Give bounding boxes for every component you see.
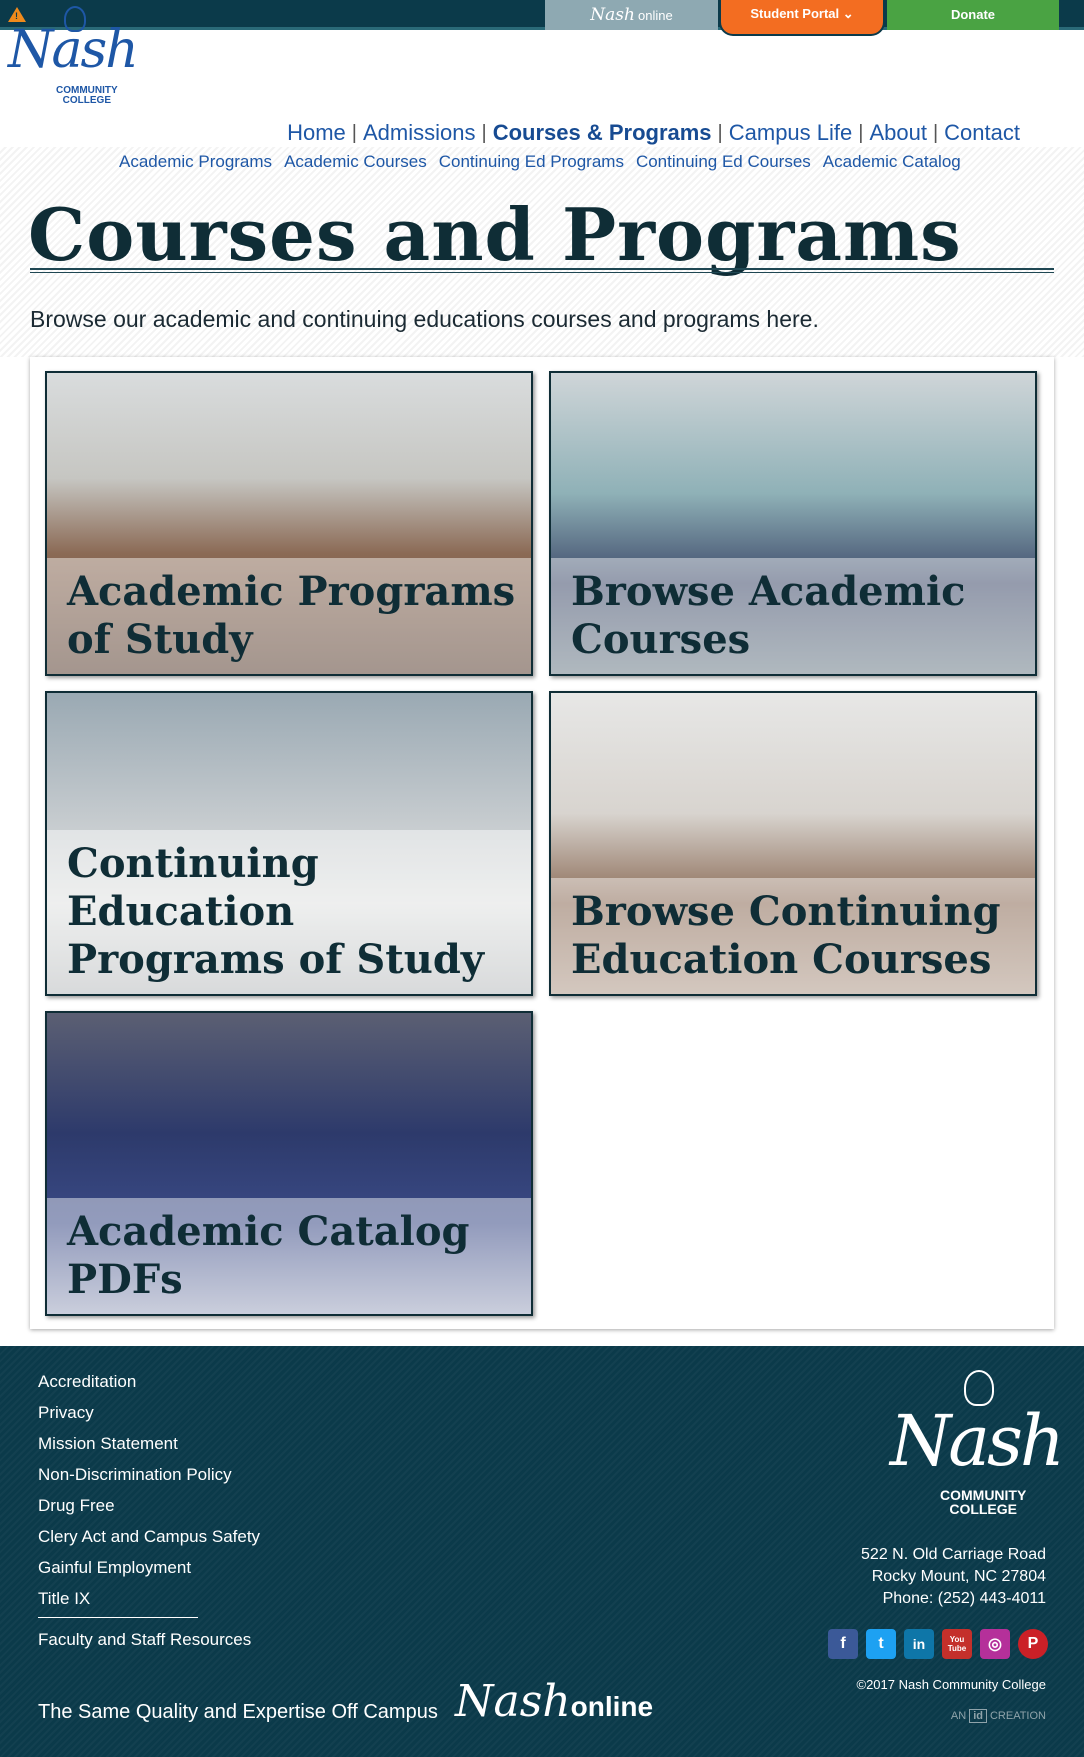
logo-subtitle (56, 86, 118, 106)
footer-link-mission[interactable]: Mission Statement (38, 1434, 178, 1453)
subnav-academic-courses[interactable]: Academic Courses (284, 152, 427, 171)
intro-text: Browse our academic and continuing educations courses and programs here. (30, 306, 819, 332)
subnav-academic-programs[interactable]: Academic Programs (119, 152, 273, 171)
footer-links (38, 1366, 260, 1614)
footer-online-script: Nash (455, 1676, 571, 1727)
alert-warning-icon[interactable]: ! (8, 7, 26, 22)
footer-link-drug-free[interactable]: Drug Free (38, 1496, 115, 1515)
footer-nash-online-logo[interactable] (455, 1676, 653, 1727)
nash-online-link[interactable] (545, 0, 718, 30)
copyright: ©2017 Nash Community College (856, 1677, 1046, 1692)
donate-label: Donate (950, 7, 996, 22)
nash-online-label: online (637, 8, 673, 23)
card-label: Academic Programs of Study (67, 568, 516, 663)
nav-courses-programs[interactable]: Courses & Programs (492, 120, 712, 145)
card-browse-continuing-ed-courses[interactable] (549, 691, 1037, 996)
nash-online-script: Nash (590, 5, 635, 25)
twitter-icon[interactable]: t (866, 1629, 896, 1659)
title-divider (30, 268, 1054, 273)
linkedin-icon[interactable]: in (904, 1629, 934, 1659)
program-cards (30, 357, 1054, 1329)
address-line2: Rocky Mount, NC 27804 (871, 1568, 1046, 1585)
card-browse-academic-courses[interactable] (549, 371, 1037, 676)
card-label: Browse Academic Courses (571, 568, 966, 663)
footer-link-privacy[interactable]: Privacy (38, 1403, 94, 1422)
footer-logo-script: Nash (890, 1400, 1062, 1482)
footer-online-label: online (570, 1691, 654, 1722)
donate-button[interactable] (887, 0, 1059, 30)
nav-separator: | (481, 121, 487, 144)
card-academic-catalog[interactable] (45, 1011, 533, 1316)
card-label: Academic Catalog PDFs (67, 1208, 470, 1303)
footer-address (861, 1544, 1046, 1610)
subnav-continuing-ed-courses[interactable]: Continuing Ed Courses (635, 152, 811, 171)
footer-link-accreditation[interactable]: Accreditation (38, 1372, 137, 1391)
card-academic-programs[interactable] (45, 371, 533, 676)
subnav-continuing-ed-programs[interactable]: Continuing Ed Programs (438, 152, 624, 171)
logo-line1: COMMUNITY (56, 85, 118, 96)
site-footer (0, 1346, 1084, 1757)
instagram-icon[interactable]: ◎ (980, 1629, 1010, 1659)
facebook-icon[interactable]: f (828, 1629, 858, 1659)
credit-prefix: AN (950, 1710, 967, 1722)
footer-link-non-discrimination[interactable]: Non-Discrimination Policy (38, 1465, 232, 1484)
footer-divider (38, 1617, 198, 1618)
nav-separator: | (351, 121, 357, 144)
footer-college-logo[interactable] (880, 1370, 1060, 1520)
student-portal-label: Student Portal (750, 6, 840, 21)
logo-script: Nash (8, 20, 137, 80)
footer-link-title-ix[interactable]: Title IX (38, 1589, 91, 1608)
address-line1: 522 N. Old Carriage Road (861, 1546, 1046, 1563)
nav-contact[interactable]: Contact (944, 120, 1020, 145)
credit-suffix: CREATION (989, 1710, 1046, 1722)
student-portal-button[interactable] (719, 0, 885, 36)
pinterest-icon[interactable]: P (1018, 1629, 1048, 1659)
footer-logo-subtitle (940, 1488, 1026, 1516)
chevron-down-icon: ⌄ (842, 6, 854, 21)
footer-link-gainful-employment[interactable]: Gainful Employment (38, 1558, 192, 1577)
card-continuing-ed-programs[interactable] (45, 691, 533, 996)
nav-about[interactable]: About (869, 120, 927, 145)
id-creation-icon: id (969, 1709, 987, 1723)
footer-link-clery-act[interactable]: Clery Act and Campus Safety (38, 1527, 261, 1546)
site-credit[interactable] (951, 1709, 1046, 1723)
top-bar (0, 0, 1084, 30)
nav-home[interactable]: Home (287, 120, 346, 145)
footer-logo-line2: COLLEGE (949, 1501, 1017, 1517)
nav-admissions[interactable]: Admissions (363, 120, 476, 145)
phone: Phone: (252) 443-4011 (882, 1590, 1046, 1607)
card-label: Browse Continuing Education Courses (571, 888, 1001, 983)
main-nav (287, 120, 1020, 146)
nav-campus-life[interactable]: Campus Life (728, 120, 853, 145)
nav-separator: | (932, 121, 939, 144)
page-title: Courses and Programs (28, 192, 962, 277)
youtube-icon[interactable]: You Tube (942, 1629, 972, 1659)
sub-nav (119, 152, 961, 172)
nav-separator: | (717, 121, 723, 144)
footer-link-faculty-staff[interactable]: Faculty and Staff Resources (38, 1630, 252, 1649)
subnav-academic-catalog[interactable]: Academic Catalog (822, 152, 961, 171)
college-logo[interactable] (8, 6, 148, 106)
footer-logo-line1: COMMUNITY (940, 1487, 1027, 1503)
nav-separator: | (858, 121, 864, 144)
social-links (828, 1629, 1048, 1659)
footer-tagline: The Same Quality and Expertise Off Campus (38, 1701, 438, 1723)
card-label: Continuing Education Programs of Study (67, 840, 485, 983)
logo-line2: COLLEGE (62, 95, 111, 106)
